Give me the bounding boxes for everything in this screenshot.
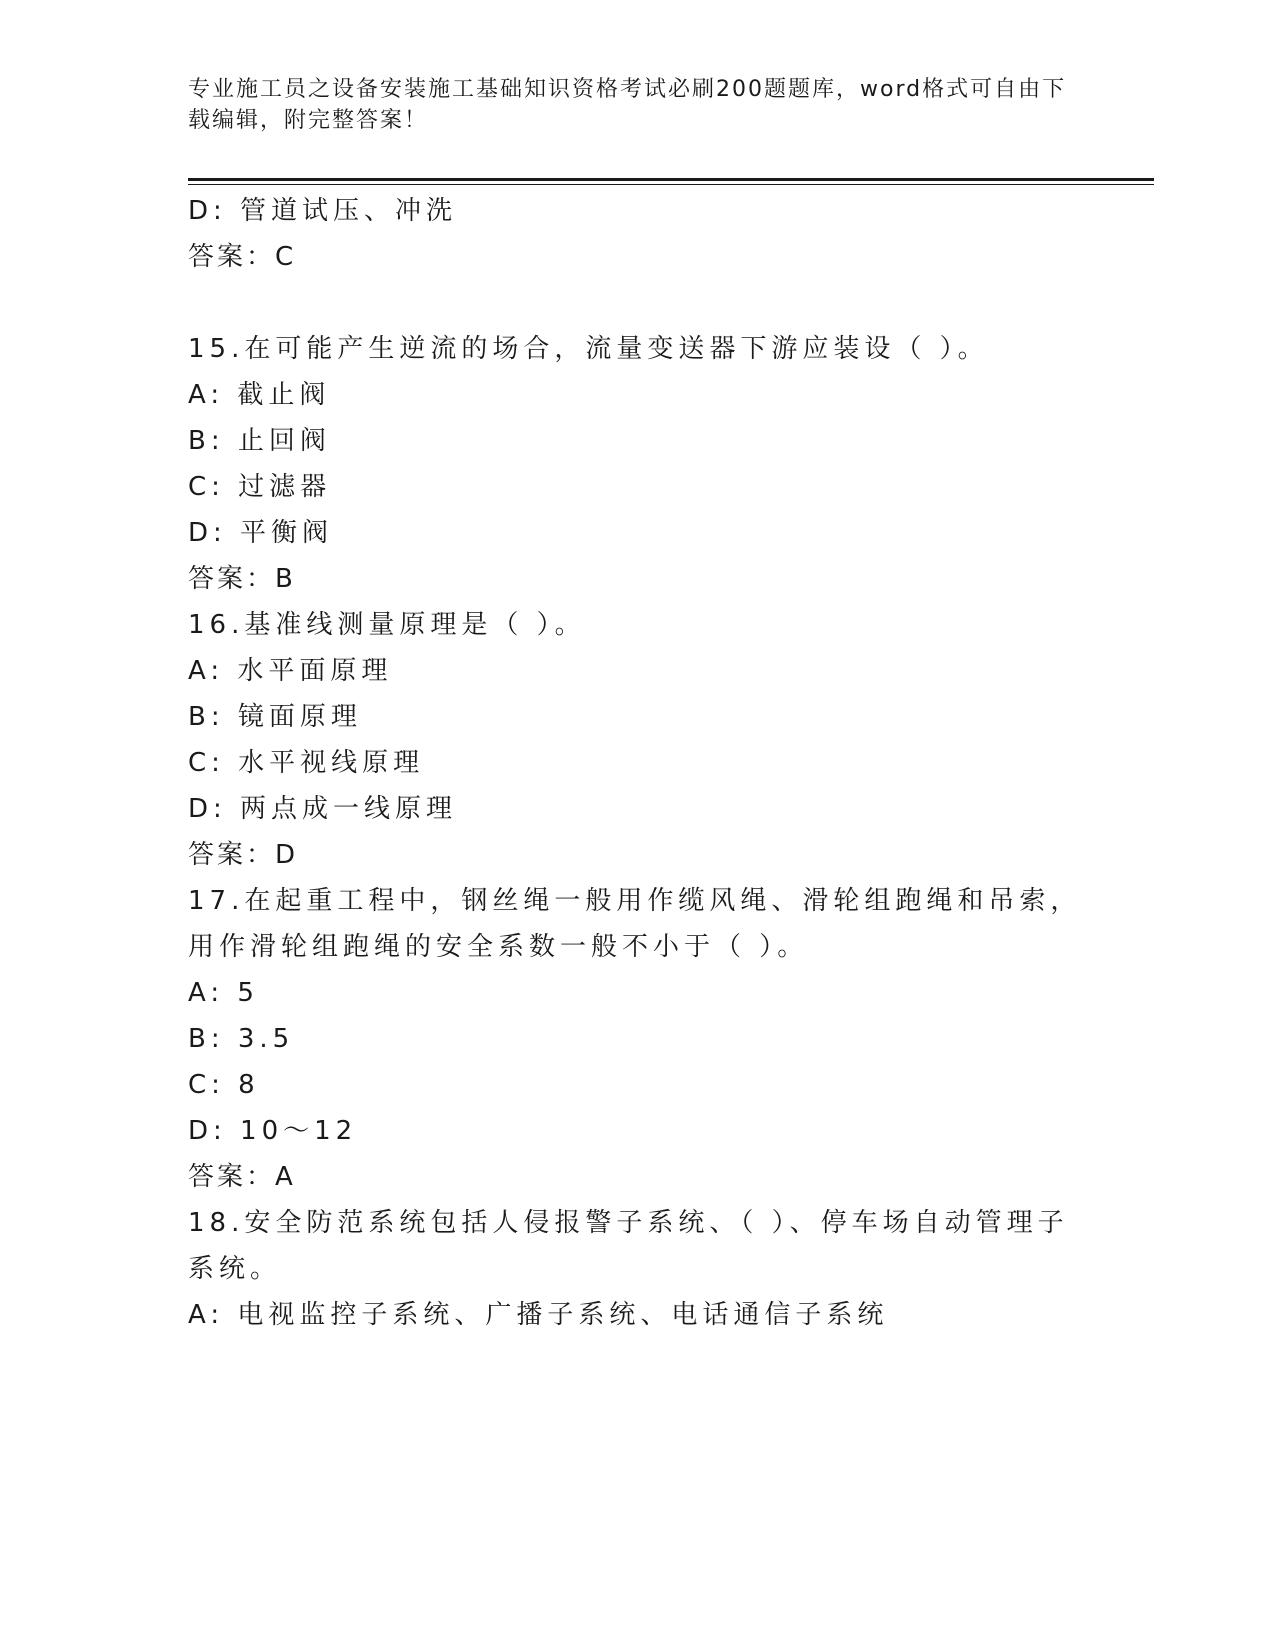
question-16 (188, 602, 1088, 878)
answer: 答案：C (188, 242, 297, 272)
question-stem: 15.在可能产生逆流的场合，流量变送器下游应装设（ ）。 (188, 334, 989, 364)
question-stem: 16.基准线测量原理是（ ）。 (188, 610, 586, 640)
option-d: D: 10～12 (188, 1116, 358, 1146)
option-c: C: 8 (188, 1070, 260, 1100)
option-b: B: 3.5 (188, 1024, 295, 1054)
question-stem: 18.安全防范系统包括人侵报警子系统、（ ）、停车场自动管理子系统。 (188, 1208, 1069, 1284)
question-content (188, 188, 1088, 1338)
answer: 答案：B (188, 564, 296, 594)
question-17 (188, 878, 1088, 1200)
answer: 答案：A (188, 1162, 296, 1192)
answer: 答案：D (188, 840, 299, 870)
option-d: D: 两点成一线原理 (188, 794, 458, 824)
option-a: A: 电视监控子系统、广播子系统、电话通信子系统 (188, 1300, 889, 1330)
document-header: 专业施工员之设备安装施工基础知识资格考试必刷200题题库，word格式可自由下载编辑，附完整答案！ (188, 77, 1067, 133)
option-b: B: 止回阀 (188, 426, 331, 456)
option-a: A: 截止阀 (188, 380, 331, 410)
question-stem: 17.在起重工程中，钢丝绳一般用作缆风绳、滑轮组跑绳和吊索，用作滑轮组跑绳的安全系数一般不小于（ ）。 (188, 886, 1082, 962)
header-divider-thin (188, 184, 1154, 185)
option-c: C: 过滤器 (188, 472, 332, 502)
header-divider-thick (188, 178, 1154, 181)
question-15 (188, 326, 1088, 602)
question-18 (188, 1200, 1088, 1338)
option-a: A: 水平面原理 (188, 656, 393, 686)
option-d: D: 平衡阀 (188, 518, 334, 548)
option-b: B: 镜面原理 (188, 702, 362, 732)
option-a: A: 5 (188, 978, 259, 1008)
option-d: D: 管道试压、冲洗 (188, 196, 458, 226)
option-c: C: 水平视线原理 (188, 748, 425, 778)
